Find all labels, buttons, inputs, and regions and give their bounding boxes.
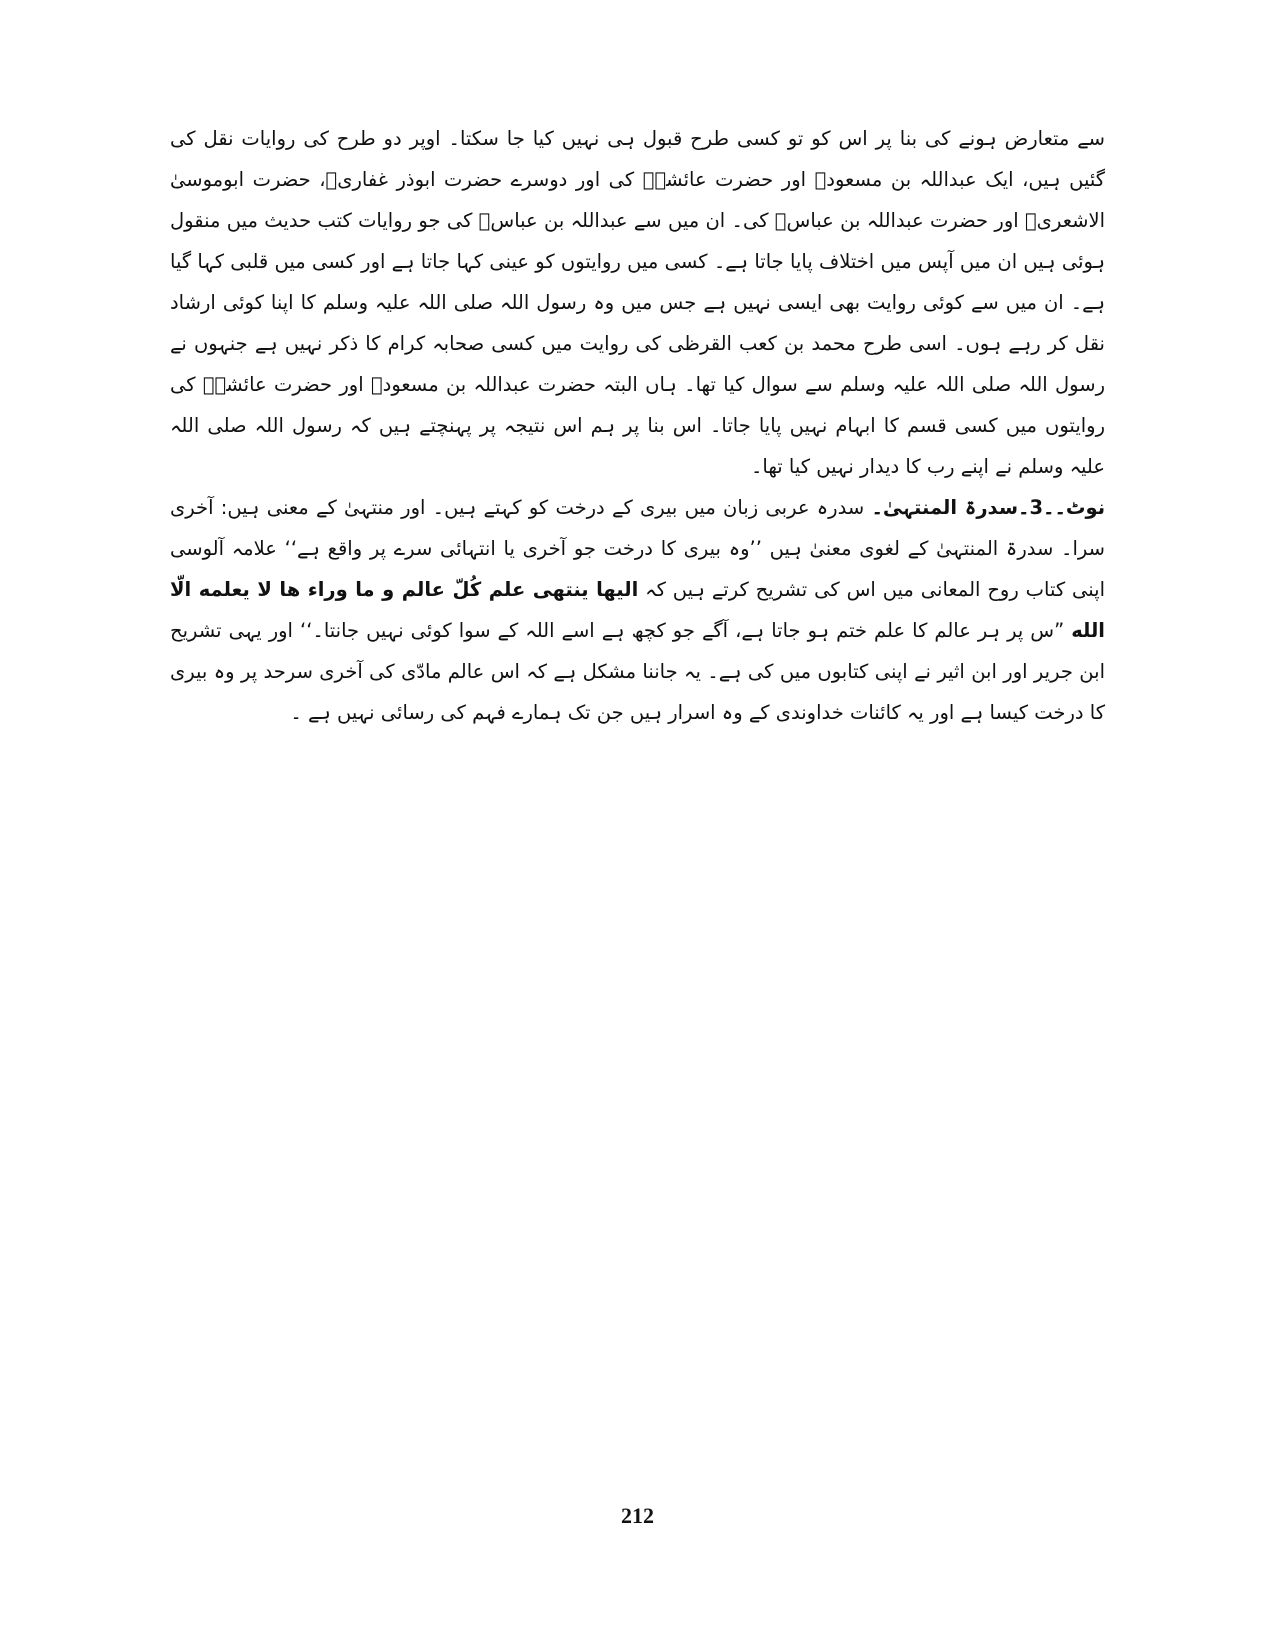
page-body: [170, 118, 1105, 733]
note-label: نوٹ۔۔3۔سدرۃ المنتہیٰ۔: [871, 496, 1106, 519]
page-number: 212: [621, 1503, 654, 1528]
note-text-part1: سدرہ عربی زبان میں بیری کے درخت کو کہتے ہیں۔ اور منتہیٰ کے معنی ہیں: آخری سرا۔ سدرۃ المنتہیٰ کے لغوی معنیٰ ہیں ’’وہ بیری کا درخت جو آخری یا انتہائی سرے پر واقع ہے‘‘ علامہ آلوسی اپنی کتاب روح المعانی میں اس کی تشریح کرتے ہیں کہ: [170, 496, 1105, 601]
arabic-quote: الیھا ینتھی علم کُلّ عالم و ما وراء ھا لا یعلمه الّا الله: [170, 578, 1105, 642]
paragraph-main: سے متعارض ہونے کی بنا پر اس کو تو کسی طرح قبول ہی نہیں کیا جا سکتا۔ اوپر دو طرح کی روایات نقل کی گئیں ہیں، ایک عبداللہ بن مسعودؓ اور حضرت عائشہؓ کی اور دوسرے حضرت ابوذر غفاریؓ، حضرت ابوموسیٰ الاشعریؓ اور حضرت عبداللہ بن عباسؓ کی۔ ان میں سے عبداللہ بن عباسؓ کی جو روایات کتب حدیث میں منقول ہوئی ہیں ان میں آپس میں اختلاف پایا جاتا ہے۔ کسی میں روایتوں کو عینی کہا جاتا ہے اور کسی میں قلبی کہا گیا ہے۔ ان میں سے کوئی روایت بھی ایسی نہیں ہے جس میں وہ رسول اللہ صلی اللہ علیہ وسلم کا اپنا کوئی ارشاد نقل کر رہے ہوں۔ اسی طرح محمد بن کعب القرظی کی روایت میں کسی صحابہ کرام کا ذکر نہیں ہے جنہوں نے رسول اللہ صلی اللہ علیہ وسلم سے سوال کیا تھا۔ ہاں البتہ حضرت عبداللہ بن مسعودؓ اور حضرت عائشہؓ کی روایتوں میں کسی قسم کا ابہام نہیں پایا جاتا۔ اس بنا پر ہم اس نتیجہ پر پہنچتے ہیں کہ رسول اللہ صلی اللہ علیہ وسلم نے اپنے رب کا دیدار نہیں کیا تھا۔: [170, 127, 1105, 478]
note-text-part2: ”س پر ہر عالم کا علم ختم ہو جاتا ہے، آگے جو کچھ ہے اسے اللہ کے سوا کوئی نہیں جانتا۔‘‘ اور یہی تشریح ابن جریر اور ابن اثیر نے اپنی کتابوں میں کی ہے۔ یہ جاننا مشکل ہے کہ اس عالم مادّی کی آخری سرحد پر وہ بیری کا درخت کیسا ہے اور یہ کائنات خداوندی کے وہ اسرار ہیں جن تک ہمارے فہم کی رسائی نہیں ہے ۔: [170, 619, 1105, 724]
paragraph-note: [170, 487, 1105, 733]
